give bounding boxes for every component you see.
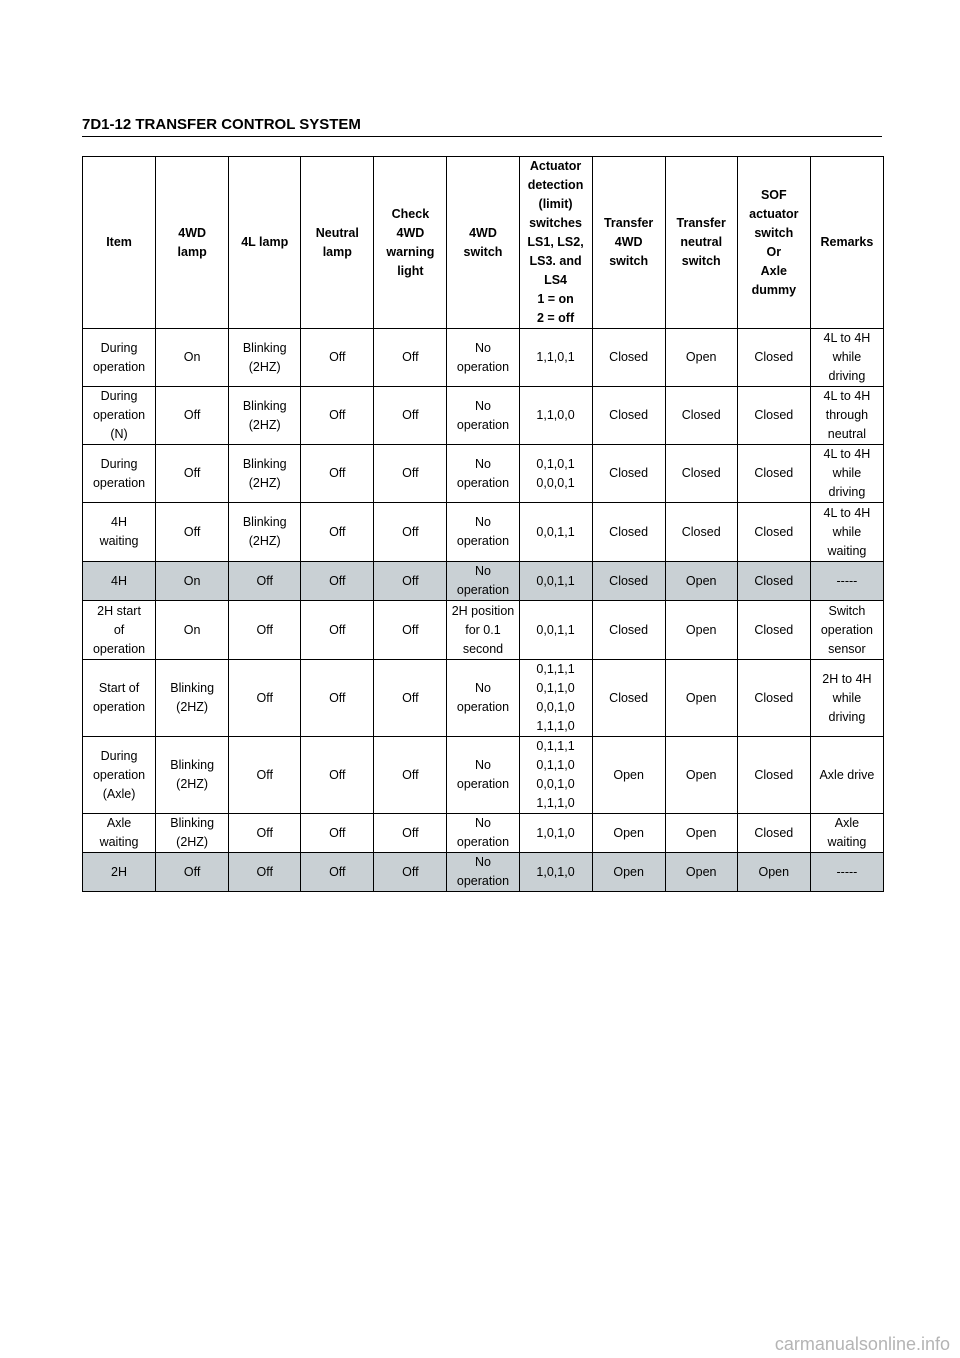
header-4wd-lamp: 4WD lamp <box>156 157 229 329</box>
table-row <box>83 387 884 445</box>
table-cell: Closed <box>592 503 665 562</box>
table-cell: Off <box>229 660 301 737</box>
table-cell: Open <box>592 737 665 814</box>
table-cell: No operation <box>447 503 519 562</box>
table-cell: Off <box>374 562 447 601</box>
table-cell: Axle waiting <box>810 814 883 853</box>
table-cell: Closed <box>737 445 810 503</box>
table-cell: Closed <box>592 562 665 601</box>
header-transfer-neutral-switch: Transfer neutral switch <box>665 157 737 329</box>
table-body <box>83 329 884 892</box>
table-cell: 0,1,1,1 0,1,1,0 0,0,1,0 1,1,1,0 <box>519 737 592 814</box>
table-cell: Closed <box>592 601 665 660</box>
table-cell: Closed <box>737 562 810 601</box>
table-cell: No operation <box>447 853 519 892</box>
header-item: Item <box>83 157 156 329</box>
table-cell: Start of operation <box>83 660 156 737</box>
table-cell: Off <box>301 503 374 562</box>
table-cell: Off <box>301 853 374 892</box>
header-neutral-lamp: Neutral lamp <box>301 157 374 329</box>
header-actuator-detection-switches: Actuator detection (limit) switches LS1, LS2, LS3. and LS4 1 = on 2 = off <box>519 157 592 329</box>
table-cell: 0,0,1,1 <box>519 503 592 562</box>
table-cell: Axle waiting <box>83 814 156 853</box>
table-cell: Off <box>156 503 229 562</box>
table-header-row <box>83 157 884 329</box>
table-cell: Closed <box>737 660 810 737</box>
table-cell: Blinking (2HZ) <box>229 503 301 562</box>
table-cell: Off <box>374 503 447 562</box>
table-cell: 0,1,1,1 0,1,1,0 0,0,1,0 1,1,1,0 <box>519 660 592 737</box>
table-cell: Blinking (2HZ) <box>156 814 229 853</box>
table-cell: 2H position for 0.1 second <box>447 601 519 660</box>
table-cell: On <box>156 329 229 387</box>
table-cell: On <box>156 601 229 660</box>
table-cell: Closed <box>737 387 810 445</box>
table-cell: 2H <box>83 853 156 892</box>
table-cell: Closed <box>592 445 665 503</box>
table-cell: Closed <box>665 387 737 445</box>
table-cell: 4L to 4H while waiting <box>810 503 883 562</box>
table-cell: Closed <box>665 503 737 562</box>
table-row <box>83 853 884 892</box>
table-cell: Off <box>301 814 374 853</box>
table-cell: 0,0,1,1 <box>519 601 592 660</box>
table-cell: Off <box>229 601 301 660</box>
table-cell: Off <box>301 737 374 814</box>
table-cell: 4L to 4H while driving <box>810 445 883 503</box>
table-cell: Blinking (2HZ) <box>229 445 301 503</box>
table-cell: Open <box>665 329 737 387</box>
table-cell: Blinking (2HZ) <box>229 387 301 445</box>
header-4wd-switch: 4WD switch <box>447 157 519 329</box>
header-check-4wd-warning-light: Check 4WD warning light <box>374 157 447 329</box>
table-cell: Open <box>665 562 737 601</box>
table-cell: Closed <box>592 660 665 737</box>
header-4l-lamp: 4L lamp <box>229 157 301 329</box>
table-cell: No operation <box>447 562 519 601</box>
table-cell: Closed <box>737 601 810 660</box>
table-row <box>83 601 884 660</box>
table-cell: ----- <box>810 562 883 601</box>
table-cell: Off <box>229 562 301 601</box>
table-cell: Closed <box>665 445 737 503</box>
table-cell: Open <box>665 814 737 853</box>
table-cell: Off <box>301 445 374 503</box>
table-cell: Off <box>374 814 447 853</box>
table-cell: Closed <box>592 387 665 445</box>
table-cell: Open <box>592 853 665 892</box>
table-cell: Off <box>301 387 374 445</box>
table-cell: During operation (Axle) <box>83 737 156 814</box>
table-cell: 4H waiting <box>83 503 156 562</box>
table-row <box>83 660 884 737</box>
table-row <box>83 814 884 853</box>
table-cell: Blinking (2HZ) <box>156 737 229 814</box>
page-title: 7D1-12 TRANSFER CONTROL SYSTEM <box>82 116 361 133</box>
table-cell: Off <box>301 329 374 387</box>
table-cell: On <box>156 562 229 601</box>
table-cell: No operation <box>447 737 519 814</box>
table-cell: During operation <box>83 329 156 387</box>
table-cell: 1,1,0,0 <box>519 387 592 445</box>
table-cell: 1,1,0,1 <box>519 329 592 387</box>
table-cell: No operation <box>447 329 519 387</box>
table-cell: 4H <box>83 562 156 601</box>
transfer-control-table <box>82 156 884 892</box>
table-row <box>83 562 884 601</box>
table-cell: Open <box>665 737 737 814</box>
table-cell: 1,0,1,0 <box>519 853 592 892</box>
header-transfer-4wd-switch: Transfer 4WD switch <box>592 157 665 329</box>
table-cell: 4L to 4H while driving <box>810 329 883 387</box>
table-cell: Switch operation sensor <box>810 601 883 660</box>
table-cell: 4L to 4H through neutral <box>810 387 883 445</box>
footer-watermark: carmanualsonline.info <box>774 1334 950 1354</box>
table-cell: Off <box>374 737 447 814</box>
table-cell: Open <box>592 814 665 853</box>
table-cell: 1,0,1,0 <box>519 814 592 853</box>
table-cell: During operation <box>83 445 156 503</box>
table-cell: Axle drive <box>810 737 883 814</box>
table-cell: Off <box>229 853 301 892</box>
table-cell: No operation <box>447 814 519 853</box>
table-cell: During operation (N) <box>83 387 156 445</box>
table-cell: Open <box>665 601 737 660</box>
table-cell: Off <box>156 445 229 503</box>
table-cell: Closed <box>737 503 810 562</box>
table-cell: No operation <box>447 445 519 503</box>
table-cell: Open <box>737 853 810 892</box>
table-cell: Closed <box>737 814 810 853</box>
table-cell: Off <box>301 601 374 660</box>
table-row <box>83 503 884 562</box>
table-cell: No operation <box>447 660 519 737</box>
table-row <box>83 737 884 814</box>
table-cell: ----- <box>810 853 883 892</box>
header-sof-actuator-switch: SOF actuator switch Or Axle dummy <box>737 157 810 329</box>
table-cell: Off <box>301 562 374 601</box>
table-cell: Off <box>374 329 447 387</box>
table-cell: Off <box>374 660 447 737</box>
table-cell: 0,1,0,1 0,0,0,1 <box>519 445 592 503</box>
table-cell: Off <box>301 660 374 737</box>
table-row <box>83 445 884 503</box>
table-cell: Open <box>665 853 737 892</box>
table-cell: Closed <box>737 737 810 814</box>
table-cell: Open <box>665 660 737 737</box>
table-cell: Off <box>374 601 447 660</box>
table-cell: Off <box>374 387 447 445</box>
table-cell: Closed <box>592 329 665 387</box>
table-cell: Off <box>374 853 447 892</box>
table-row <box>83 329 884 387</box>
table-cell: Off <box>229 737 301 814</box>
table-cell: 0,0,1,1 <box>519 562 592 601</box>
table-cell: Off <box>156 853 229 892</box>
page-header <box>82 116 882 137</box>
table-cell: 2H start of operation <box>83 601 156 660</box>
table-cell: No operation <box>447 387 519 445</box>
header-remarks: Remarks <box>810 157 883 329</box>
table-cell: Blinking (2HZ) <box>229 329 301 387</box>
table-cell: Off <box>374 445 447 503</box>
table-cell: 2H to 4H while driving <box>810 660 883 737</box>
table-cell: Blinking (2HZ) <box>156 660 229 737</box>
table-cell: Closed <box>737 329 810 387</box>
table-cell: Off <box>156 387 229 445</box>
table-cell: Off <box>229 814 301 853</box>
